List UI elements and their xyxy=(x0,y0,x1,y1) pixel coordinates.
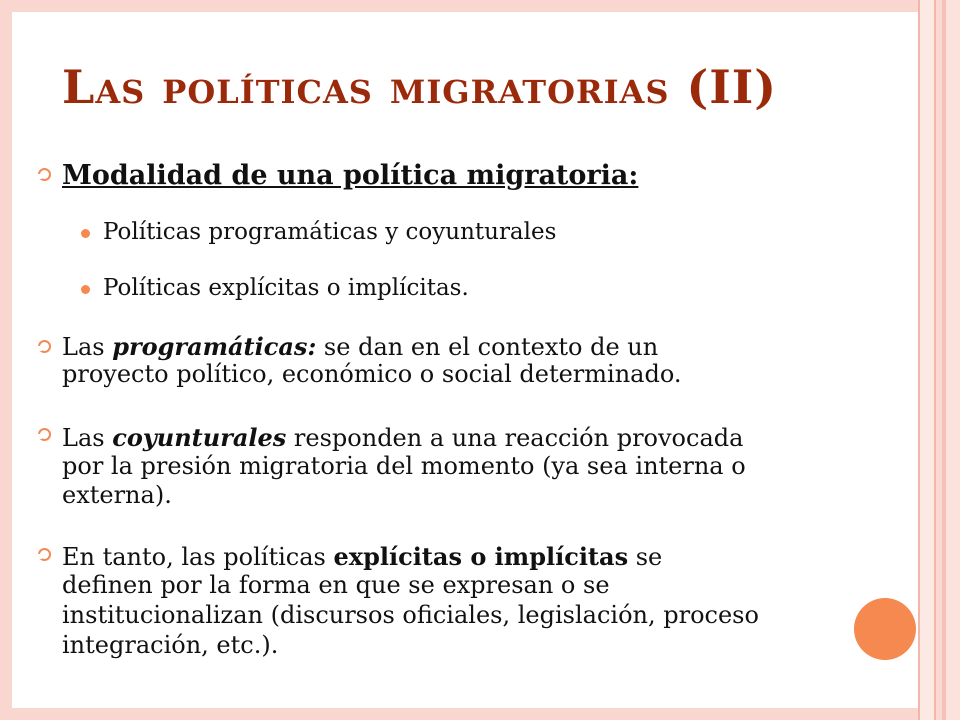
para1-line2: proyecto político, económico o social determinado. xyxy=(62,360,682,388)
emphasis-programaticas: programáticas: xyxy=(112,332,317,361)
emphasis-coyunturales: coyunturales xyxy=(112,423,287,452)
slide-title: Las políticas migratorias (II) xyxy=(62,60,778,114)
para2-line2: por la presión migratoria del momento (ya sea interna o xyxy=(62,452,746,480)
section-heading: Modalidad de una política migratoria: xyxy=(62,160,639,191)
decorative-circle xyxy=(854,598,916,660)
para3-line1: En tanto, las políticas explícitas o implícitas se xyxy=(62,542,663,571)
sub-bullet-icon xyxy=(81,285,90,294)
bullet-icon xyxy=(38,340,51,353)
sub-item-1: Políticas programáticas y coyunturales xyxy=(103,219,557,245)
para3-line2: definen por la forma en que se expresan o se xyxy=(62,571,610,599)
bullet-icon xyxy=(38,548,51,561)
para2-line1: Las coyunturales responden a una reacción provocada xyxy=(62,423,744,452)
para2-line3: externa). xyxy=(62,481,172,509)
sub-item-2: Políticas explícitas o implícitas. xyxy=(103,275,469,301)
decorative-stripe xyxy=(946,0,960,720)
para1-line1: Las programáticas: se dan en el contexto de un xyxy=(62,332,659,361)
bullet-icon xyxy=(38,428,51,441)
decorative-stripe xyxy=(920,0,934,720)
para3-line4: integración, etc.). xyxy=(62,631,279,659)
para3-line3: institucionalizan (discursos oficiales, legislación, proceso xyxy=(62,601,759,629)
emphasis-explicitas: explícitas o implícitas xyxy=(333,542,629,571)
bullet-icon xyxy=(38,168,51,181)
sub-bullet-icon xyxy=(81,229,90,238)
